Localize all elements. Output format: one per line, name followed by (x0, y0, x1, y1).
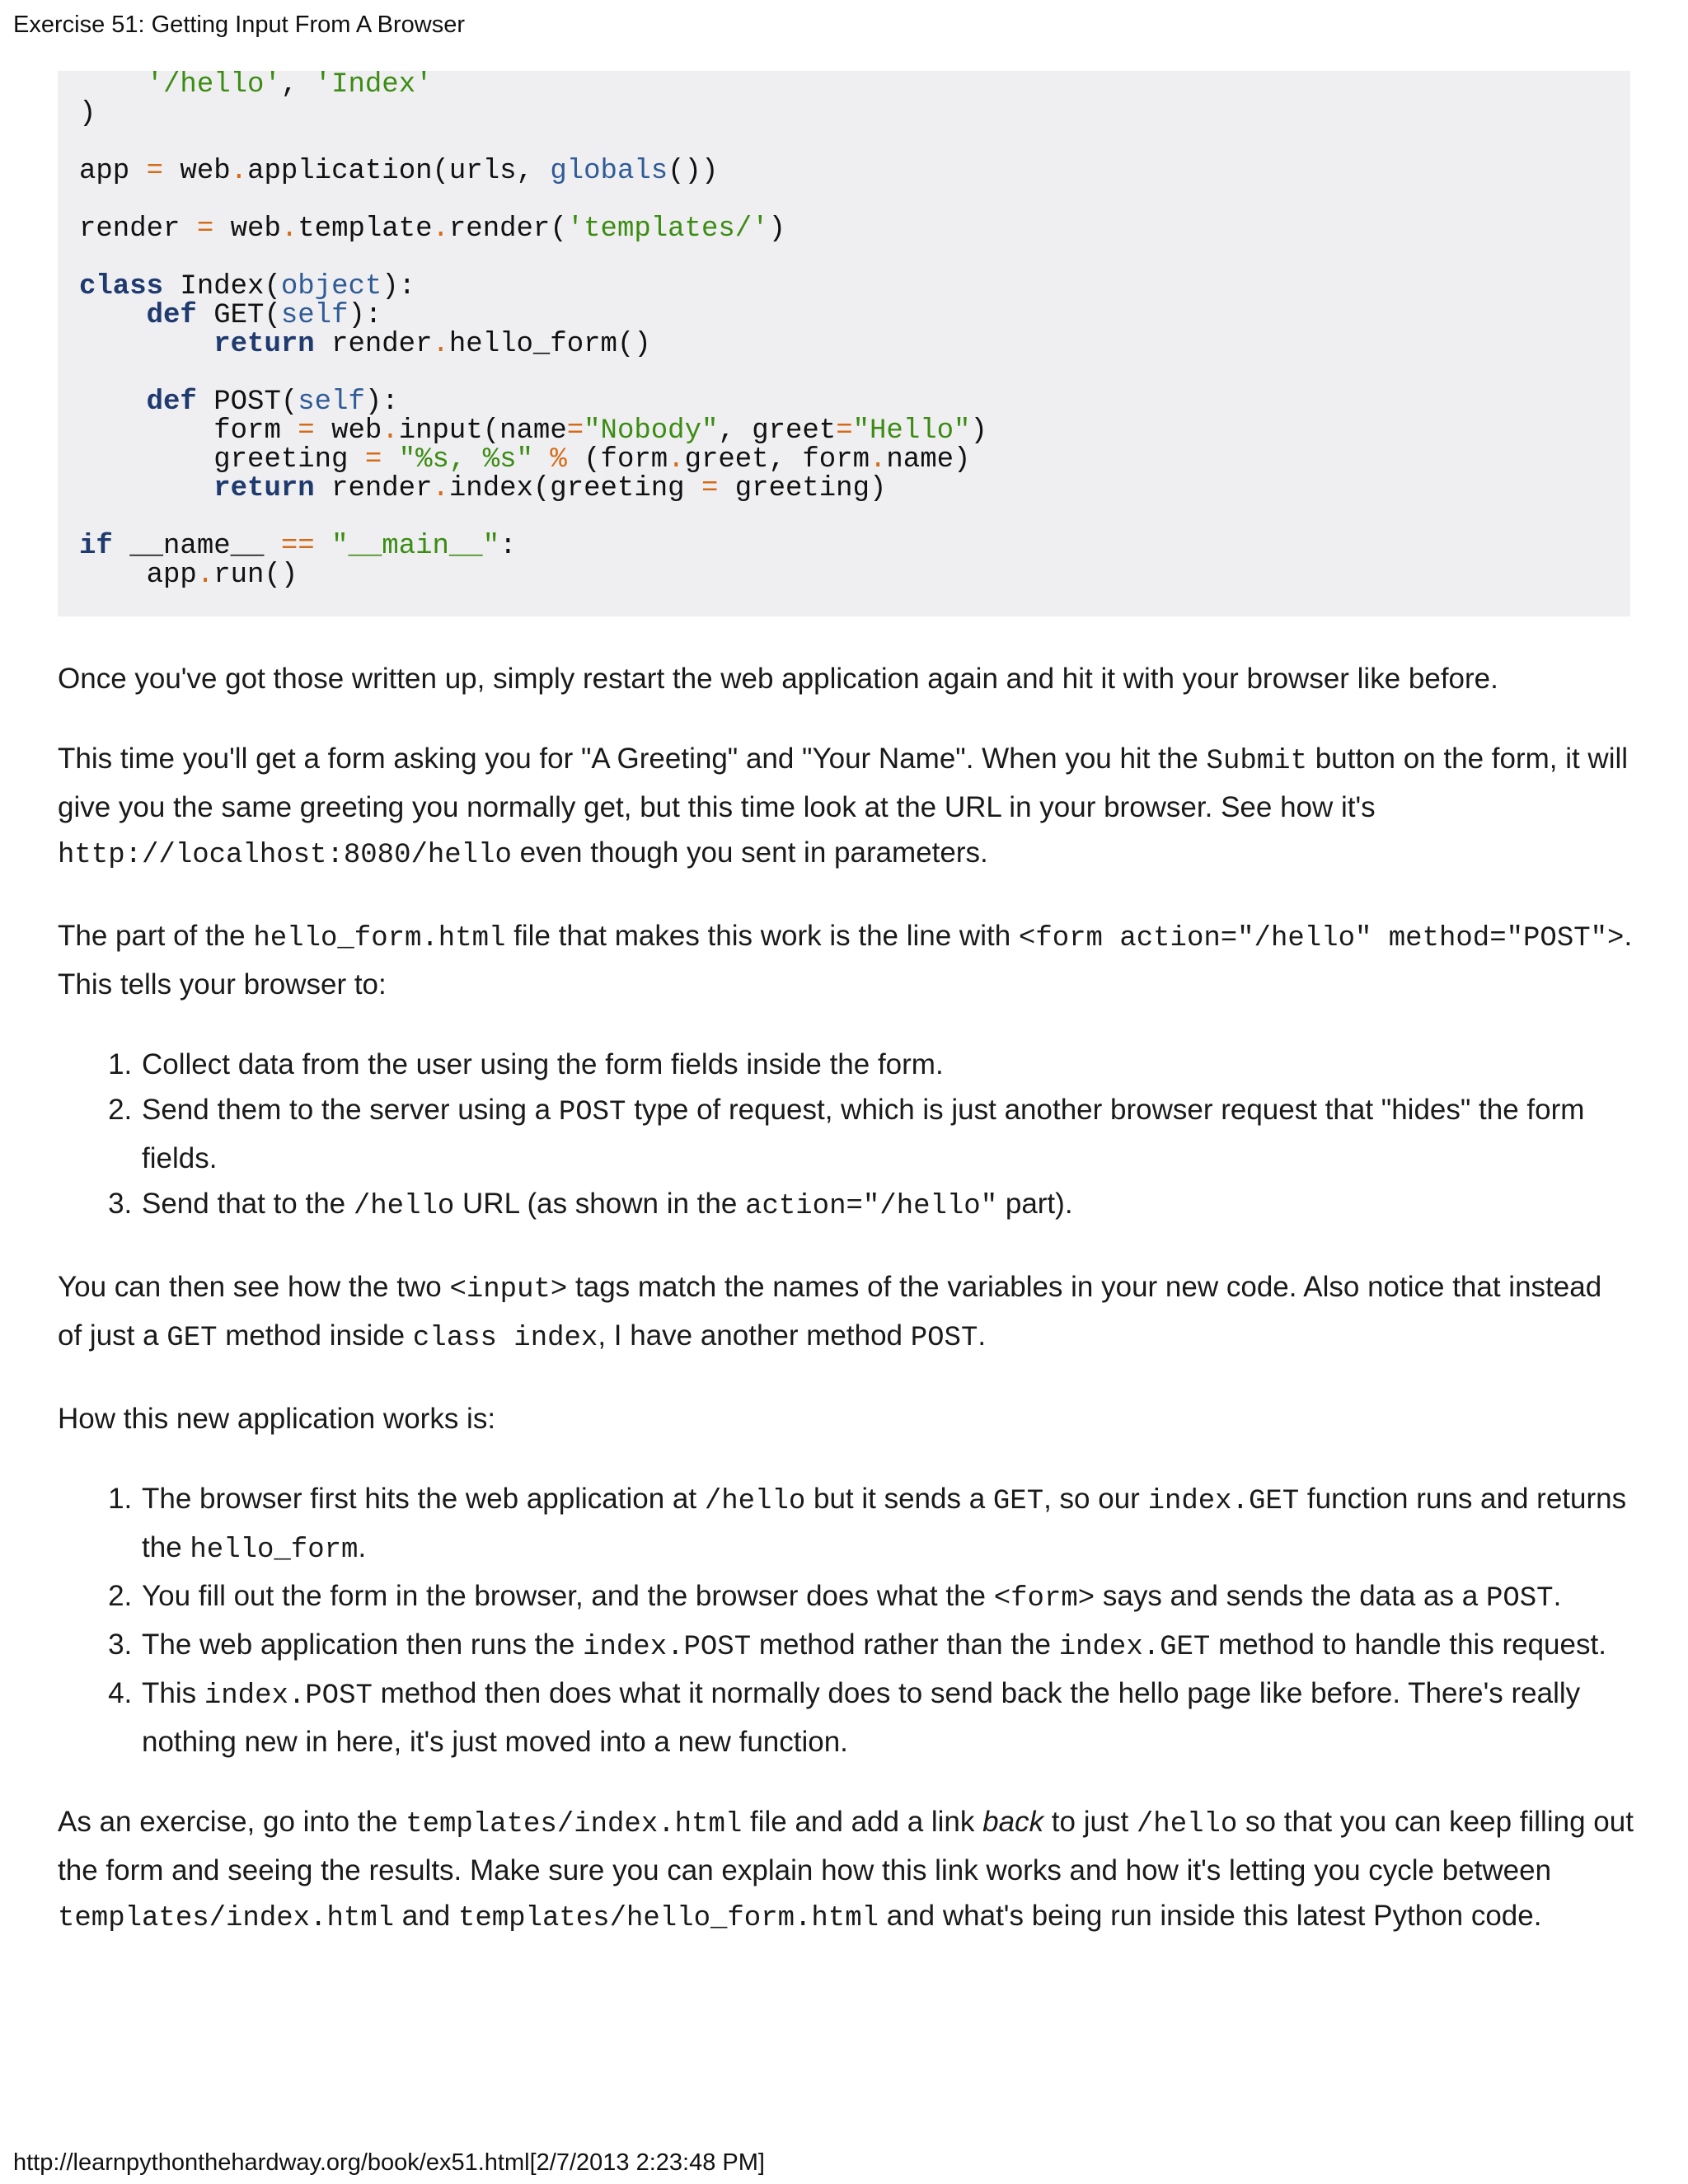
application-steps-list (58, 1476, 1634, 1765)
paragraph-form-greeting: This time you'll get a form asking you for "A Greeting" and "Your Name". When you hit the Submit button on the form, it will give you the same greeting you normally get, but this time look at the URL in your browser. See how it's http://localhost:8080/hello even though you sent in parameters. (58, 743, 1629, 871)
code-block (58, 71, 1630, 616)
page-footer-url: http://learnpythonthehardway.org/book/ex51.html[2/7/2013 2:23:48 PM] (13, 2149, 765, 2176)
code-line-4: render = web.template.render('templates/') (79, 213, 785, 245)
code-line-11: return render.index(greeting = greeting) (213, 473, 887, 504)
paragraph-how-it-works: How this new application works is: (58, 1403, 496, 1435)
list-item: 2. Send them to the server using a POST type of request, which is just another browser request that "hides" the form fields. (140, 1087, 1634, 1181)
list-item: 3. The web application then runs the index.POST method rather than the index.GET method to handle this request. (140, 1622, 1634, 1671)
code-line-8: def POST(self): (146, 387, 399, 418)
emphasis-back: back (982, 1806, 1044, 1838)
code-line-1: '/hello', 'Index' (146, 71, 433, 101)
list-item: 3. Send that to the /hello URL (as shown in the action="/hello" part). (140, 1181, 1634, 1230)
code-hello-form-html: hello_form.html (253, 923, 506, 954)
article-body (58, 656, 1634, 1976)
code-line-3: app = web.application(urls, globals()) (79, 156, 719, 187)
code-line-9: form = web.input(name="Nobody", greet="Hello") (213, 415, 987, 447)
page-header: Exercise 51: Getting Input From A Browser (13, 12, 466, 38)
code-line-5: class Index(object): (79, 271, 416, 302)
code-form-tag: <form action="/hello" method="POST"> (1018, 923, 1625, 954)
list-item: 1. Collect data from the user using the form fields inside the form. (140, 1042, 1634, 1087)
code-line-2: ) (79, 98, 96, 129)
code-line-6: def GET(self): (146, 300, 382, 331)
list-item: 4. This index.POST method then does what it normally does to send back the hello page like before. There's really nothing new in here, it's just moved into a new function. (140, 1671, 1634, 1765)
code-line-7: return render.hello_form() (213, 329, 651, 360)
paragraph-form-action: The part of the hello_form.html file that makes this work is the line with <form action="/hello" method="POST">. This tells your browser to: (58, 920, 1633, 1001)
list-item: 1. The browser first hits the web application at /hello but it sends a GET, so our index.GET function runs and returns the hello_form. (140, 1476, 1634, 1573)
list-item: 2. You fill out the form in the browser, and the browser does what the <form> says and sends the data as a POST. (140, 1573, 1634, 1622)
paragraph-restart: Once you've got those written up, simply restart the web application again and hit it with your browser like before. (58, 663, 1498, 695)
paragraph-exercise: As an exercise, go into the templates/index.html file and add a link back to just /hello so that you can keep filling out the form and seeing the results. Make sure you can explain how this link works and how it's letting you cycle between templates/index.html and templates/hello_form.html and what's being run inside this latest Python code. (58, 1806, 1634, 1934)
code-localhost-url: http://localhost:8080/hello (58, 840, 512, 871)
code-line-10: greeting = "%s, %s" % (form.greet, form.name) (213, 444, 971, 476)
code-line-13: app.run() (146, 560, 298, 591)
code-line-12: if __name__ == "__main__": (79, 531, 517, 562)
code-submit: Submit (1206, 746, 1307, 777)
browser-steps-list (58, 1042, 1634, 1230)
paragraph-input-tags: You can then see how the two <input> tags match the names of the variables in your new code. Also notice that instead of just a GET method inside class index, I have another method POST. (58, 1271, 1602, 1354)
